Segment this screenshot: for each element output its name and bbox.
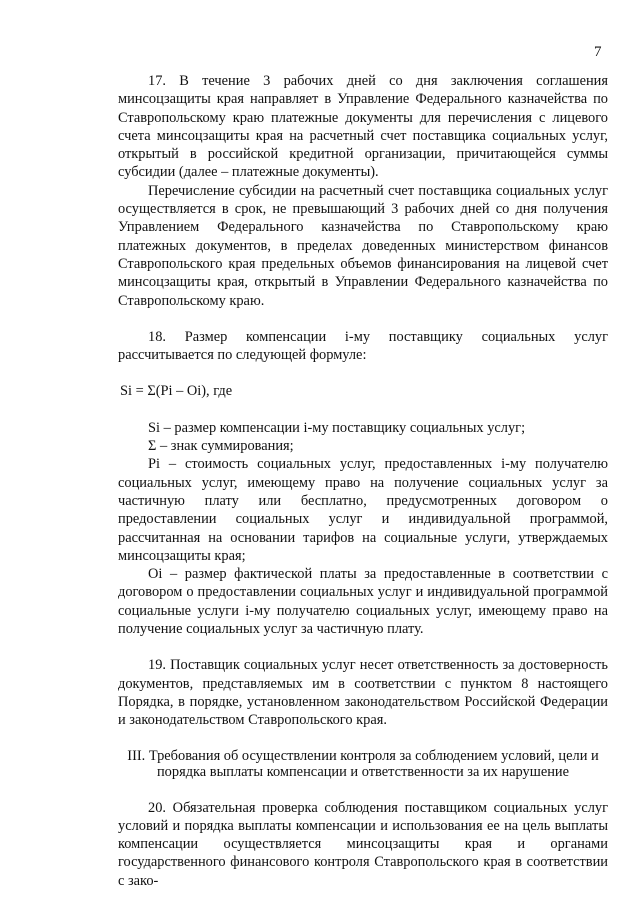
definition-s: Si – размер компенсации i-му поставщику социальных услуг; bbox=[148, 419, 526, 436]
page-number: 7 bbox=[594, 44, 602, 60]
paragraph-19: 19. Поставщик социальных услуг несет ответственность за достоверность документов, представляемых им в соответствии с пунктом 8 настоящего Порядка, в порядке, установленном законодательством Российской Федерации и законодательством Ставропольского края. bbox=[118, 657, 608, 729]
definition-sigma: Σ – знак суммирования; bbox=[148, 438, 294, 455]
paragraph-20: 20. Обязательная проверка соблюдения поставщиком социальных услуг условий и порядка выплаты компенсации и использования ее на цель выплаты компенсации осуществляется минсоцзащиты края и органами государственного финансового контроля Ставропольского края в соответствии с зако- bbox=[118, 799, 608, 889]
paragraph-17-transfer: Перечисление субсидии на расчетный счет поставщика социальных услуг осуществляется в срок, не превышающий 3 рабочих дней со дня получения Управлением Федерального казначейства по Ставропольскому краю платежных документов, в пределах доведенных министерством финансов Ставропольского края предельных объемов финансирования на лицевой счет минсоцзащиты края, открытый в Управлении Федерального казначейства по Ставропольскому краю. bbox=[118, 182, 608, 309]
definition-p: Pi – стоимость социальных услуг, предоставленных i-му получателю социальных услуг, имеющему право на получение социальных услуг за частичную плату или бесплатно, предусмотренных договором о предоставлении социальных услуг и индивидуальной программой, рассчитанная на основании тарифов на социальные услуги, утверждаемых минсоцзащиты края; bbox=[118, 456, 608, 564]
paragraph-18: 18. Размер компенсации i-му поставщику социальных услуг рассчитывается по следующей формуле: bbox=[118, 328, 608, 364]
definition-o: Oi – размер фактической платы за предоставленные в соответствии с договором о предоставлении социальных услуг и индивидуальной программой социальные услуги i-му получателю социальных услуг, имеющему право на получение социальных услуг за частичную плату. bbox=[118, 566, 608, 638]
paragraph-17: 17. В течение 3 рабочих дней со дня заключения соглашения минсоцзащиты края направляет в Управление Федерального казначейства по Ставропольскому краю платежные документы для перечисления с лицевого счета минсоцзащиты края на расчетный счет поставщика социальных услуг, открытый в российской кредитной организации, причитающейся суммы субсидии (далее – платежные документы). bbox=[118, 73, 608, 181]
compensation-formula: Si = Σ(Pi – Oi), где bbox=[120, 383, 233, 400]
section-heading: III. Требования об осуществлении контроля за соблюдением условий, цели и порядка выплаты компенсации и ответственности за их нарушение bbox=[127, 747, 599, 780]
document-body bbox=[118, 72, 608, 890]
